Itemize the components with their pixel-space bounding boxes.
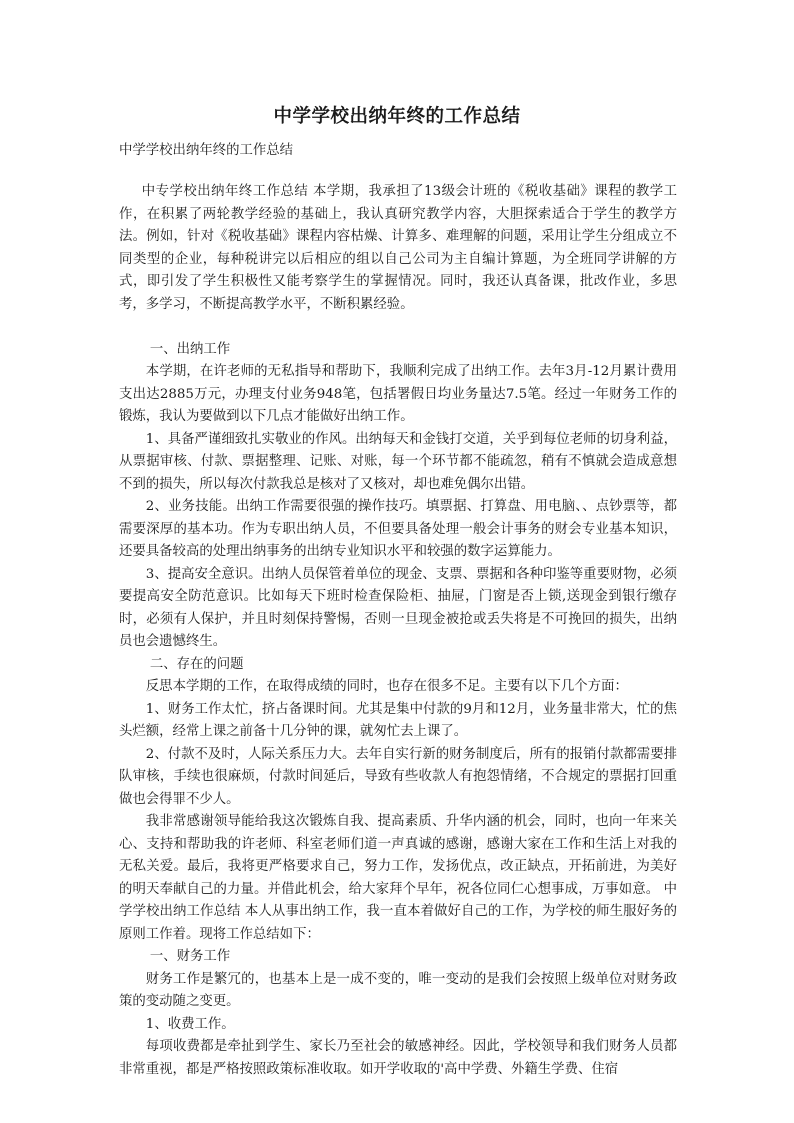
paragraph: 2、业务技能。出纳工作需要很强的操作技巧。填票据、打算盘、用电脑、、点钞票等，都需要深厚的基本功。作为专职出纳人员，不但要具备处理一般会计事务的财会专业基本知识，还要具备较高的处理出纳事务的出纳专业知识水平和较强的数字运算能力。: [119, 499, 677, 559]
document-subtitle: 中学学校出纳年终的工作总结: [119, 143, 294, 158]
paragraph: 财务工作是繁冗的，也基本上是一成不变的，唯一变动的是我们会按照上级单位对财务政策的变动随之变更。: [119, 971, 677, 1009]
paragraph: 我非常感谢领导能给我这次锻炼自我、提高素质、升华内涵的机会，同时，也向一年来关心、支持和帮助我的许老师、科室老师们道一声真诚的感谢，感谢大家在工作和生活上对我的无私关爱。最后，我将更严格要求自己，努力工作，发扬优点，改正缺点，开拓前进，为美好的明天奉献自己的力量。并借此机会，给大家拜个早年，祝各位同仁心想事成，万事如意。 中学学校出纳工作总结 本人从事出纳工作，我一直本着做好自己的工作，为学校的师生服好务的原则工作着。现将工作总结如下：: [119, 814, 677, 942]
paragraph: 中专学校出纳年终工作总结 本学期，我承担了13级会计班的《税收基础》课程的教学工作，在积累了两轮教学经验的基础上，我认真研究教学内容，大胆探索适合于学生的教学方法。例如，针对《税收基础》课程内容枯燥、计算多、难理解的问题，采用让学生分组成立不同类型的企业，每种税讲完以后相应的组以自己公司为主自编计算题，为全班同学讲解的方式，即引发了学生积极性又能考察学生的掌握情况。同时，我还认真备课，批改作业，多思考，多学习，不断提高教学水平，不断积累经验。: [119, 184, 677, 312]
document-body: [119, 181, 677, 1081]
section-heading: 一、出纳工作: [149, 341, 231, 357]
paragraph: 1、具备严谨细致扎实敬业的作风。出纳每天和金钱打交道，关乎到每位老师的切身利益，从票据审核、付款、票据整理、记账、对账，每一个环节都不能疏忽，稍有不慎就会造成意想不到的损失，所以每次付款我总是核对了又核对，却也难免偶尔出错。: [119, 431, 677, 492]
document-title: 中学学校出纳年终的工作总结: [273, 106, 521, 127]
blank-line: [119, 316, 677, 339]
paragraph: 反思本学期的工作，在取得成绩的同时，也存在很多不足。主要有以下几个方面：: [145, 679, 628, 694]
paragraph: 本学期，在许老师的无私指导和帮助下，我顺利完成了出纳工作。去年3月-12月累计费用支出达2885万元，办理支付业务948笔，包括署假日均业务量达7.5笔。经过一年财务工作的锻炼，我认为要做到以下几点才能做好出纳工作。: [119, 364, 677, 424]
paragraph: 1、财务工作太忙，挤占备课时间。尤其是集中付款的9月和12月，业务量非常大，忙的焦头烂额，经常上课之前备十几分钟的课，就匆忙去上课了。: [119, 701, 677, 739]
paragraph: 每项收费都是牵扯到学生、家长乃至社会的敏感神经。因此，学校领导和我们财务人员都非常重视，都是严格按照政策标准收取。如开学收取的'高中学费、外籍生学费、住宿: [119, 1039, 677, 1077]
paragraph: 1、收费工作。: [145, 1016, 235, 1032]
paragraph: 3、提高安全意识。出纳人员保管着单位的现金、支票、票据和各种印鉴等重要财物，必须要提高安全防范意识。比如每天下班时检查保险柜、抽屉，门窗是否上锁,送现金到银行缴存时，必须有人保护，并且时刻保持警惕，否则一旦现金被抢或丢失将是不可挽回的损失，出纳员也会遗憾终生。: [119, 566, 677, 649]
section-heading: 二、存在的问题: [149, 656, 244, 672]
paragraph: 2、付款不及时，人际关系压力大。去年自实行新的财务制度后，所有的报销付款都需要排队审核，手续也很麻烦，付款时间延后，导致有些收款人有抱怨情绪，不合规定的票据打回重做也会得罪不少人。: [119, 746, 677, 807]
section-heading: 一、财务工作: [149, 949, 231, 964]
